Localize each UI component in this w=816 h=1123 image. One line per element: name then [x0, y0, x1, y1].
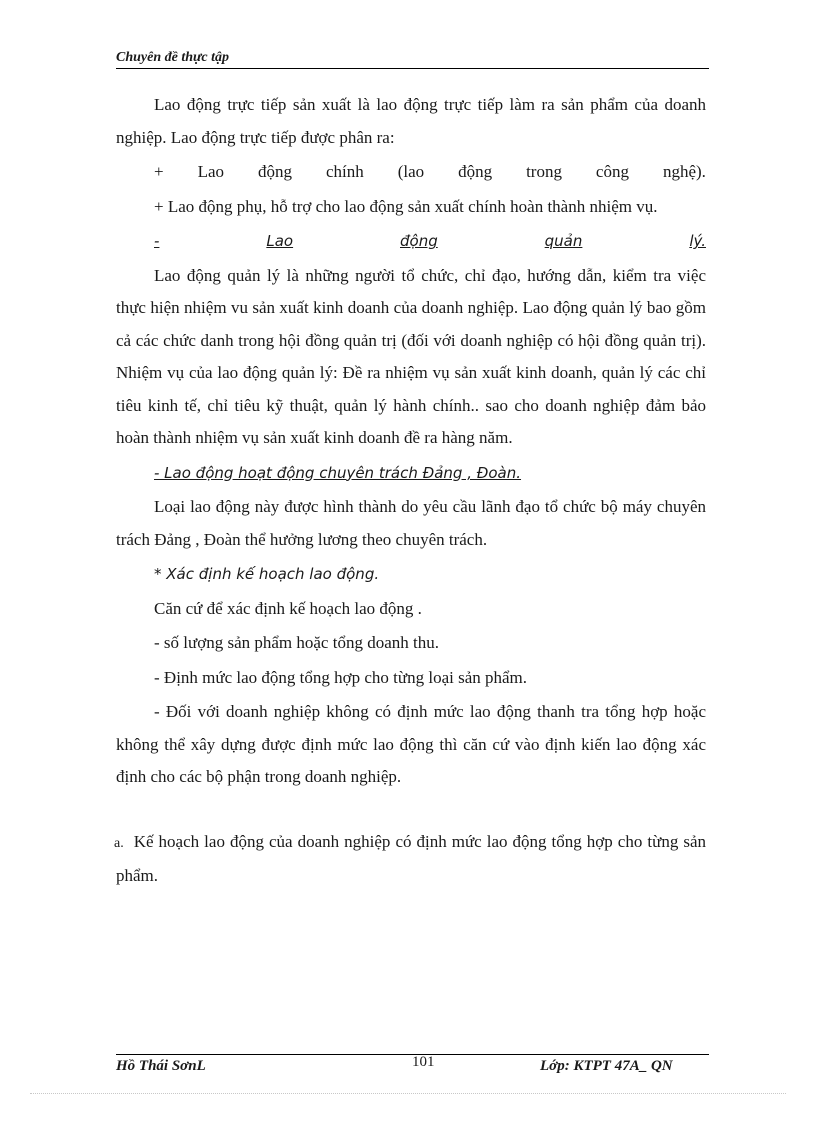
word: lý.: [689, 232, 706, 250]
paragraph-management-labor: Lao động quản lý là những người tổ chức, chỉ đạo, hướng dẫn, kiểm tra việc thực hiện nhiệm vu sản xuất kinh doanh của doanh nghiệp. Lao động quản lý bao gồm cả các chức danh trong hội đồng quản trị (đối với doanh nghiệp có hội đồng quản trị). Nhiệm vụ của lao động quản lý: Đề ra nhiệm vụ sản xuất kinh doanh, quản lý các chỉ tiêu kinh tế, chỉ tiêu kỹ thuật, quản lý hành chính.. sao cho doanh nghiệp đảm bảo hoàn thành nhiệm vụ sản xuất kinh doanh đề ra hàng năm.: [116, 265, 706, 447]
word: động: [400, 232, 438, 250]
paragraph-party-union: Loại lao động này được hình thành do yêu cầu lãnh đạo tổ chức bộ máy chuyên trách Đảng , Đoàn thể hưởng lương theo chuyên trách.: [116, 497, 706, 549]
footer-class: Lớp: KTPT 47A_ QN: [540, 1058, 673, 1074]
bullet-no-norm: - Đối với doanh nghiệp không có định mức lao động thanh tra tổng hợp hoặc không thể xây dựng được định mức lao động thì căn cứ vào định kiến lao động xác định cho các bộ phận trong doanh nghiệp.: [116, 702, 706, 786]
main-labor-line: [116, 156, 706, 189]
paragraph-auxiliary-labor: + Lao động phụ, hỗ trợ cho lao động sản xuất chính hoàn thành nhiệm vụ.: [154, 196, 658, 216]
word: -: [154, 232, 160, 250]
paragraph-direct-labor: Lao động trực tiếp sản xuất là lao động trực tiếp làm ra sản phẩm của doanh nghiệp. Lao động trực tiếp được phân ra:: [116, 95, 706, 147]
word: Lao: [197, 162, 224, 181]
word: quản: [544, 232, 583, 250]
section-a-text: Kế hoạch lao động của doanh nghiệp có định mức lao động tổng hợp cho từng sản phẩm.: [116, 831, 706, 885]
word: nghệ).: [662, 162, 706, 181]
word: Lao: [266, 232, 294, 250]
section-a: [116, 826, 706, 893]
word: +: [154, 162, 164, 181]
bullet-norm: - Định mức lao động tổng hợp cho từng loại sản phẩm.: [154, 667, 528, 687]
word: động: [257, 162, 292, 181]
word: (lao: [397, 162, 425, 181]
footer-author: Hồ Thái SơnL: [116, 1058, 206, 1074]
word: công: [595, 162, 629, 181]
management-labor-heading: [116, 225, 706, 258]
word: trong: [526, 162, 562, 181]
main-text: [116, 89, 706, 893]
header-title: Chuyên đề thực tập: [116, 50, 230, 65]
labor-plan-heading: * Xác định kế hoạch lao động.: [154, 565, 380, 583]
party-union-heading: - Lao động hoạt động chuyên trách Đảng , Đoàn.: [154, 463, 522, 482]
bullet-output: - số lượng sản phẩm hoặc tổng doanh thu.: [154, 633, 439, 652]
basis-line: Căn cứ để xác định kế hoạch lao động .: [154, 598, 422, 618]
page-number: 101: [412, 1054, 435, 1070]
page-edge: [30, 1093, 786, 1094]
word: chính: [325, 162, 364, 181]
page-header: [116, 48, 709, 69]
word: động: [458, 162, 493, 181]
section-marker: a.: [114, 835, 124, 851]
